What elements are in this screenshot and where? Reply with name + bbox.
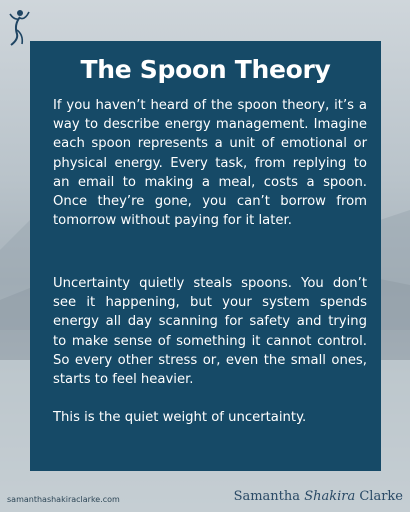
brand-first-name: Samantha	[233, 489, 301, 504]
paragraph-closing: This is the quiet weight of uncertainty.	[53, 410, 307, 425]
paragraph-uncertainty: Uncertainty quietly steals spoons. You don’t see it happening, but your system spends energy all day scanning for safety and trying to make sense of something it cannot control. So every other stress or, even the small ones, starts to feel heavier.	[53, 276, 367, 388]
paragraph-spoon-theory-intro: If you haven’t heard of the spoon theory, it’s a way to describe energy management. Imagine each spoon represents a unit of emotional or physical energy. Every task, from replying to an email to making a meal, costs a spoon. Once they’re gone, you can’t borrow from tomorrow without paying for it later.	[53, 98, 367, 229]
footer-website: samanthashakiraclarke.com	[7, 495, 120, 504]
brand-middle-name: Shakira	[304, 489, 356, 504]
card-title: The Spoon Theory	[80, 55, 331, 84]
figure-logo-icon	[6, 8, 32, 48]
brand-last-name: Clarke	[359, 489, 403, 504]
footer-brand-name	[234, 489, 403, 504]
content-card	[30, 41, 381, 471]
